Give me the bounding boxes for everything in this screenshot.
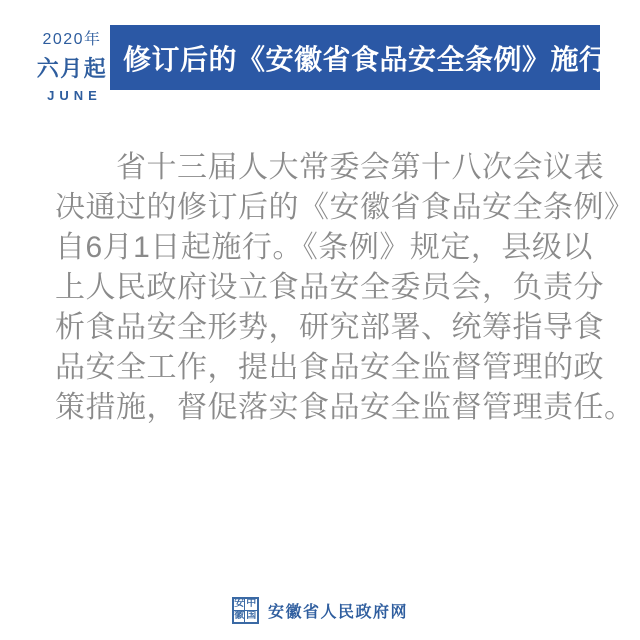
date-month-english: JUNE: [47, 88, 102, 103]
date-block: [28, 26, 116, 103]
body-paragraph: [55, 148, 635, 428]
seal-char: 徽: [234, 610, 245, 622]
anhui-government-seal-icon: [232, 597, 259, 624]
seal-char: 国: [246, 610, 257, 622]
body-line: 策措施，督促落实食品安全监督管理责任。: [55, 391, 635, 424]
body-line: 上人民政府设立食品安全委员会，负责分: [55, 271, 604, 304]
site-name: 安徽省人民政府网: [267, 604, 408, 621]
footer: [0, 597, 640, 624]
body-line: 析食品安全形势，研究部署、统筹指导食: [55, 311, 604, 344]
body-line: 决通过的修订后的《安徽省食品安全条例》: [55, 191, 635, 224]
date-year: 2020年: [42, 31, 102, 48]
seal-char: 中: [246, 599, 257, 610]
title-banner: [110, 25, 608, 90]
date-month: 六月起: [36, 56, 108, 81]
page-title: 修订后的《安徽省食品安全条例》施行: [123, 43, 608, 75]
body-line: 品安全工作，提出食品安全监督管理的政: [55, 351, 604, 384]
seal-char: 安: [234, 599, 245, 610]
body-line: 省十三届人大常委会第十八次会议表: [116, 151, 604, 184]
body-line: 自6月1日起施行。《条例》规定，县级以: [55, 231, 593, 264]
